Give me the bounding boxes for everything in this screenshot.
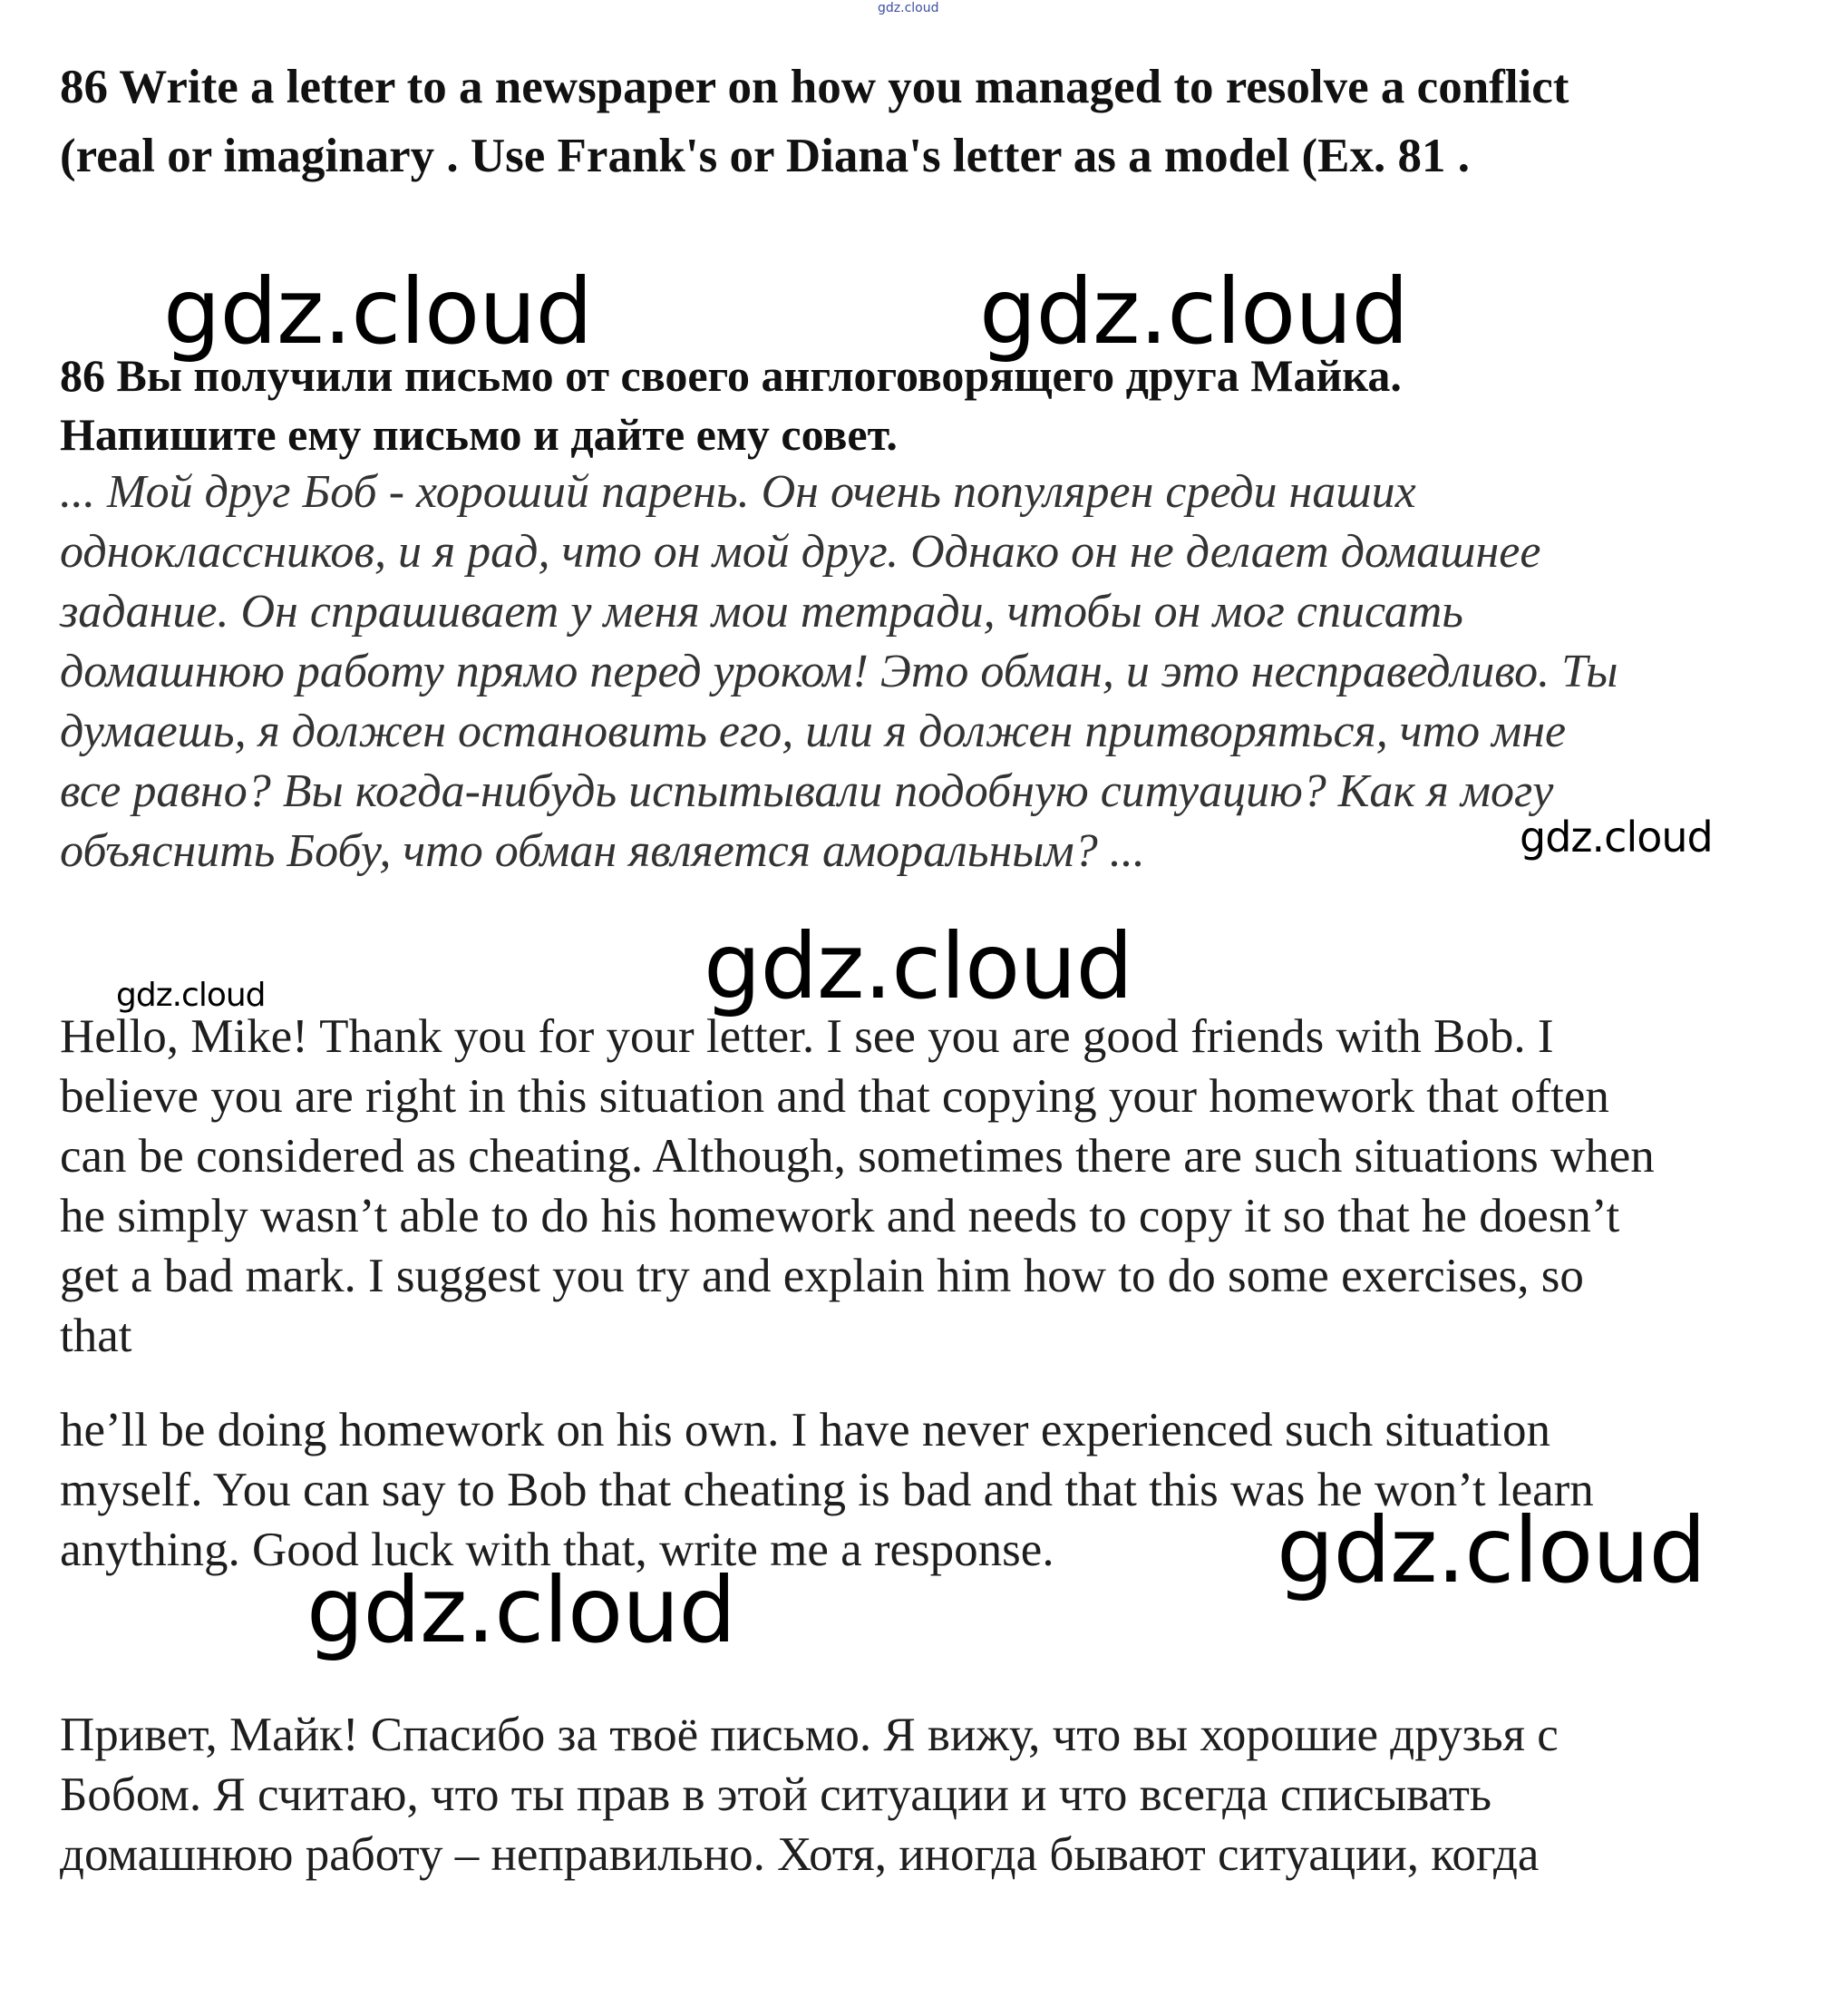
watermark-3: gdz.cloud bbox=[1520, 813, 1713, 862]
answer-english-part-1: Hello, Mike! Thank you for your letter. I see you are good friends with Bob. I believe you are right in this situation and that copying your homework that often can be considered as cheating. Although, sometimes there are such situations when he simply wasn’t able to do his homework and needs to copy it so that he doesn’t get a bad mark. I suggest you try and explain him how to do some exercises, so that bbox=[60, 1010, 1655, 1362]
watermark-6: gdz.cloud bbox=[1277, 1497, 1706, 1603]
quoted-letter: ... Мой друг Боб - хороший парень. Он очень популярен среди наших одноклассников, и я рад, что он мой друг. Однако он не делает домашнее задание. Он спрашивает у меня мои тетради, чтобы он мог списать домашнюю работу прямо перед уроком! Это обман, и это несправедливо. Ты думаешь, я должен остановить его, или я должен притворяться, что мне все равно? Вы когда-нибудь испытывали подобную ситуацию? Как я могу объяснить Бобу, что обман является аморальным? ... bbox=[60, 466, 1618, 877]
answer-english-part-2: he’ll be doing homework on his own. I have never experienced such situation myself. You can say to Bob that cheating is bad and that this was he won’t learn anything. Good luck with that, write me a response. bbox=[60, 1404, 1594, 1576]
watermark-7: gdz.cloud bbox=[306, 1557, 736, 1663]
watermark-5: gdz.cloud bbox=[116, 977, 266, 1014]
watermark-4: gdz.cloud bbox=[704, 913, 1133, 1019]
task-heading-en: 86 Write a letter to a newspaper on how you managed to resolve a conflict (real or imaginary . Use Frank's or Diana's letter as a model (Ex. 81 . bbox=[60, 61, 1569, 182]
watermark-2: gdz.cloud bbox=[979, 258, 1409, 365]
header-watermark: gdz.cloud bbox=[878, 1, 939, 15]
task-heading-ru: 86 Вы получили письмо от своего англоговорящего друга Майка. Напишите ему письмо и дайте ему совет. bbox=[60, 350, 1402, 460]
watermark-1: gdz.cloud bbox=[163, 258, 593, 365]
answer-russian: Привет, Майк! Спасибо за твоё письмо. Я вижу, что вы хорошие друзья с Бобом. Я считаю, что ты прав в этой ситуации и что всегда списывать домашнюю работу – неправильно. Хотя, иногда бывают ситуации, когда bbox=[60, 1709, 1559, 1881]
